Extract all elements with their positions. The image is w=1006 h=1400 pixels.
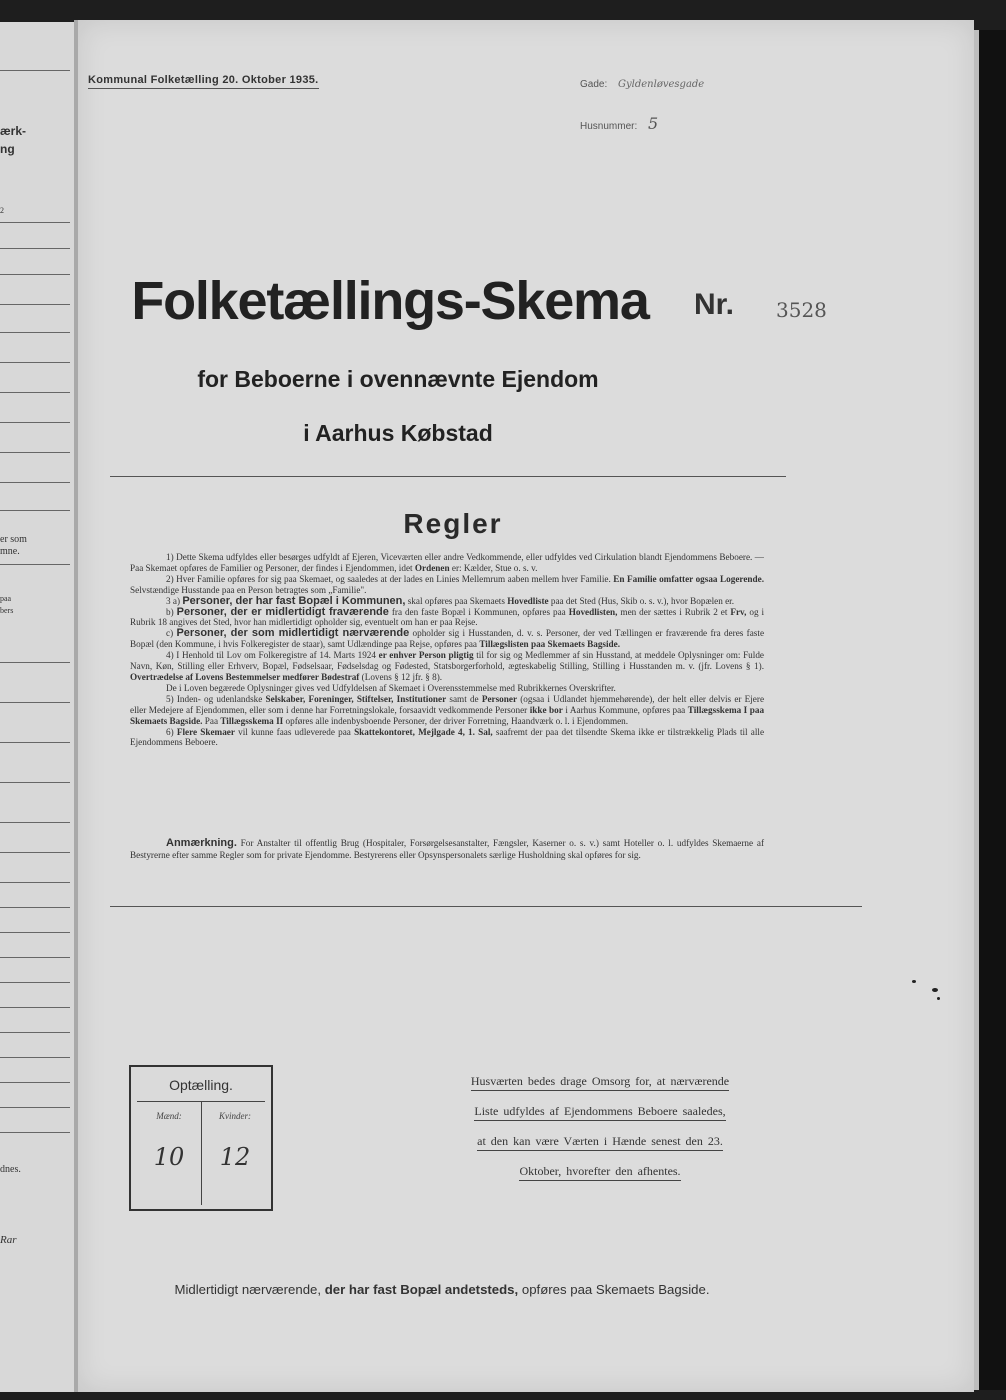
- rule-2: 2) Hver Familie opføres for sig paa Skemaet, og saaledes at der lades en Linies Mellemrum aaben mellem hver Familie. En Familie omfatter ogsaa Logerende. Selvstændige Husstande paa en Person betragtes som „Familie".: [130, 573, 764, 595]
- left-page-rule: [0, 222, 70, 223]
- left-page-fragment: [0, 22, 75, 1392]
- house-number-field: [580, 114, 658, 133]
- left-page-rule: [0, 932, 70, 933]
- left-page-rule: [0, 362, 70, 363]
- form-subtitle: for Beboerne i ovennævnte Ejendom: [197, 366, 599, 392]
- rule-3a: 3 a) Personer, der har fast Bopæl i Kommunen, skal opføres paa Skemaets Hovedliste paa det Sted (Hus, Skib o. s. v.), hvor Bopælen er.: [166, 594, 735, 607]
- footer-note: Midlertidigt nærværende, der har fast Bopæl andetsteds, opføres paa Skemaets Bagside.: [174, 1282, 710, 1297]
- left-page-rule: [0, 1107, 70, 1108]
- rules-text: [130, 552, 764, 748]
- ink-speck: [937, 997, 940, 1000]
- rule-5: 5) Inden- og udenlandske Selskaber, Foreninger, Stiftelser, Institutioner samt de Personer (ogsaa i Udlandet hjemmehørende), der helt eller delvis er Ejere eller Medejere af Ejendommen, eller som i denne har Forretningslokale, forsaavidt vedkommende Personer ikke bor i Aarhus Kommune, opføres paa Tillægsskema I paa Skemaets Bagside. Paa Tillægsskema II opføres alle indenbysboende Personer, der driver Forretning, Haandværk o. l. i Ejendommen.: [130, 693, 765, 726]
- notice-line: Husværten bedes drage Omsorg for, at nærværende: [471, 1074, 729, 1091]
- form-number-value: 3528: [776, 298, 827, 322]
- women-count: 12: [219, 1143, 251, 1171]
- left-fragment: er som: [0, 534, 27, 545]
- divider: [110, 476, 786, 477]
- left-fragment: 2: [0, 206, 4, 215]
- left-page-rule: [0, 907, 70, 908]
- annotation-note: [130, 838, 764, 861]
- left-fragment: paa: [0, 594, 12, 603]
- left-fragment: mne.: [0, 546, 20, 557]
- form-location: i Aarhus Købstad: [303, 420, 493, 446]
- left-page-rule: [0, 1007, 70, 1008]
- notice-line: at den kan være Værten i Hænde senest den 23.: [477, 1134, 723, 1151]
- left-page-rule: [0, 1082, 70, 1083]
- page-edge: [974, 30, 1006, 1390]
- notice-line: Oktober, hvorefter den afhentes.: [519, 1164, 680, 1181]
- left-page-rule: [0, 1057, 70, 1058]
- left-fragment: dnes.: [0, 1164, 21, 1175]
- left-fragment: ng: [0, 142, 15, 156]
- left-page-rule: [0, 452, 70, 453]
- rule-4-note: De i Loven begærede Oplysninger gives ved Udfyldelsen af Skemaet i Overensstemmelse med Rubrikkernes Overskrifter.: [166, 682, 616, 693]
- men-label: Mænd:: [156, 1111, 182, 1121]
- ink-speck: [932, 988, 938, 992]
- left-page-rule: [0, 248, 70, 249]
- left-page-rule: [0, 332, 70, 333]
- left-page-rule: [0, 482, 70, 483]
- street-label: Gade:: [580, 79, 608, 90]
- street-field: [580, 79, 704, 90]
- annotation-label: Anmærkning.: [166, 837, 237, 849]
- left-page-rule: [0, 662, 70, 663]
- women-label: Kvinder:: [219, 1111, 251, 1121]
- count-box: [129, 1065, 273, 1211]
- men-count: 10: [153, 1143, 185, 1171]
- rule-4: 4) I Henhold til Lov om Folkeregistre af 14. Marts 1924 er enhver Person pligtig til for sig og Medlemmer af sin Husstand, at meddele Oplysninger om: Fulde Navn, Køn, Stilling eller Erhverv, Bopæl, Fødselsaar, Fødselsdag og Fødested, Statsborgerforhold, ægteskabelig Stilling, Stilling i Husstanden m. v. (jfr. Lovens § 1). Overtrædelse af Lovens Bestemmelser medfører Bødestraf (Lovens § 12 jfr. § 8).: [130, 650, 764, 682]
- left-fragment: bers: [0, 606, 14, 615]
- house-number-label: Husnummer:: [580, 121, 638, 132]
- left-page-rule: [0, 1032, 70, 1033]
- rules-heading: Regler: [403, 508, 503, 539]
- left-page-rule: [0, 852, 70, 853]
- rule-6: 6) Flere Skemaer vil kunne faas udleverede paa Skattekontoret, Mejlgade 4, 1. Sal, saafremt der paa det tilsendte Skema ikke er tilstrækkelig Plads til alle Ejendommens Beboere.: [130, 726, 765, 748]
- left-page-rule: [0, 957, 70, 958]
- landlord-notice: [430, 1074, 770, 1194]
- left-page-rule: [0, 564, 70, 565]
- left-page-rule: [0, 392, 70, 393]
- divider: [110, 906, 862, 907]
- count-box-title: Optælling.: [169, 1077, 233, 1093]
- house-number-value: 5: [648, 114, 659, 133]
- left-page-rule: [0, 422, 70, 423]
- form-number-label: Nr.: [694, 288, 735, 321]
- left-page-rule: [0, 274, 70, 275]
- left-page-rule: [0, 702, 70, 703]
- annotation-text: For Anstalter til offentlig Brug (Hospitaler, Forsørgelsesanstalter, Fængsler, Kaserner o. s. v.) samt Hoteller o. l. udfyldes Skemaerne af Bestyrerne efter samme Regler som for private Ejendomme. Bestyrerens eller Opsynspersonalets særlige Husholdning skal opføres for sig.: [130, 838, 765, 860]
- rule-3b: b) Personer, der er midlertidigt fraværende fra den faste Bopæl i Kommunen, opføres paa Hovedlisten, men der sættes i Rubrik 2 et Frv, og i Rubrik 18 angives det Sted, hvor han midlertidigt opholder sig, eventuelt om han er paa Rejse.: [130, 605, 765, 628]
- form-title: Folketællings-Skema: [131, 271, 649, 331]
- left-fragment: Rar: [0, 1234, 17, 1246]
- left-page-rule: [0, 782, 70, 783]
- notice-line: Liste udfyldes af Ejendommens Beboere saaledes,: [474, 1104, 725, 1121]
- street-value: Gyldenløvesgade: [618, 79, 705, 90]
- rule-3c: c) Personer, der som midlertidigt nærværende opholder sig i Husstanden, d. v. s. Personer, der ved Tællingen er fraværende fra deres faste Bopæl (den Kommune, i hvis Folkeregister de staar), samt Udlændinge paa Rejse, opføres paa Tillægslisten paa Skemaets Bagside.: [130, 627, 765, 650]
- left-page-rule: [0, 510, 70, 511]
- count-box-divider: [201, 1101, 202, 1205]
- left-page-rule: [0, 982, 70, 983]
- left-page-rule: [0, 304, 70, 305]
- ink-speck: [912, 980, 916, 983]
- left-page-rule: [0, 742, 70, 743]
- left-page-rule: [0, 882, 70, 883]
- left-page-rule: [0, 822, 70, 823]
- left-page-rule: [0, 70, 70, 71]
- rule-1: 1) Dette Skema udfyldes eller besørges udfyldt af Ejeren, Viceværten eller andre Vedkommende, eller udfyldes ved Cirkulation blandt Ejendommens Beboere. — Paa Skemaet opføres de Familier og Personer, der findes i Ejendommen, idet Ordenen er: Kælder, Stue o. s. v.: [130, 552, 764, 573]
- left-fragment: ærk-: [0, 124, 27, 138]
- census-header-line: Kommunal Folketælling 20. Oktober 1935.: [88, 74, 319, 89]
- left-page-rule: [0, 1132, 70, 1133]
